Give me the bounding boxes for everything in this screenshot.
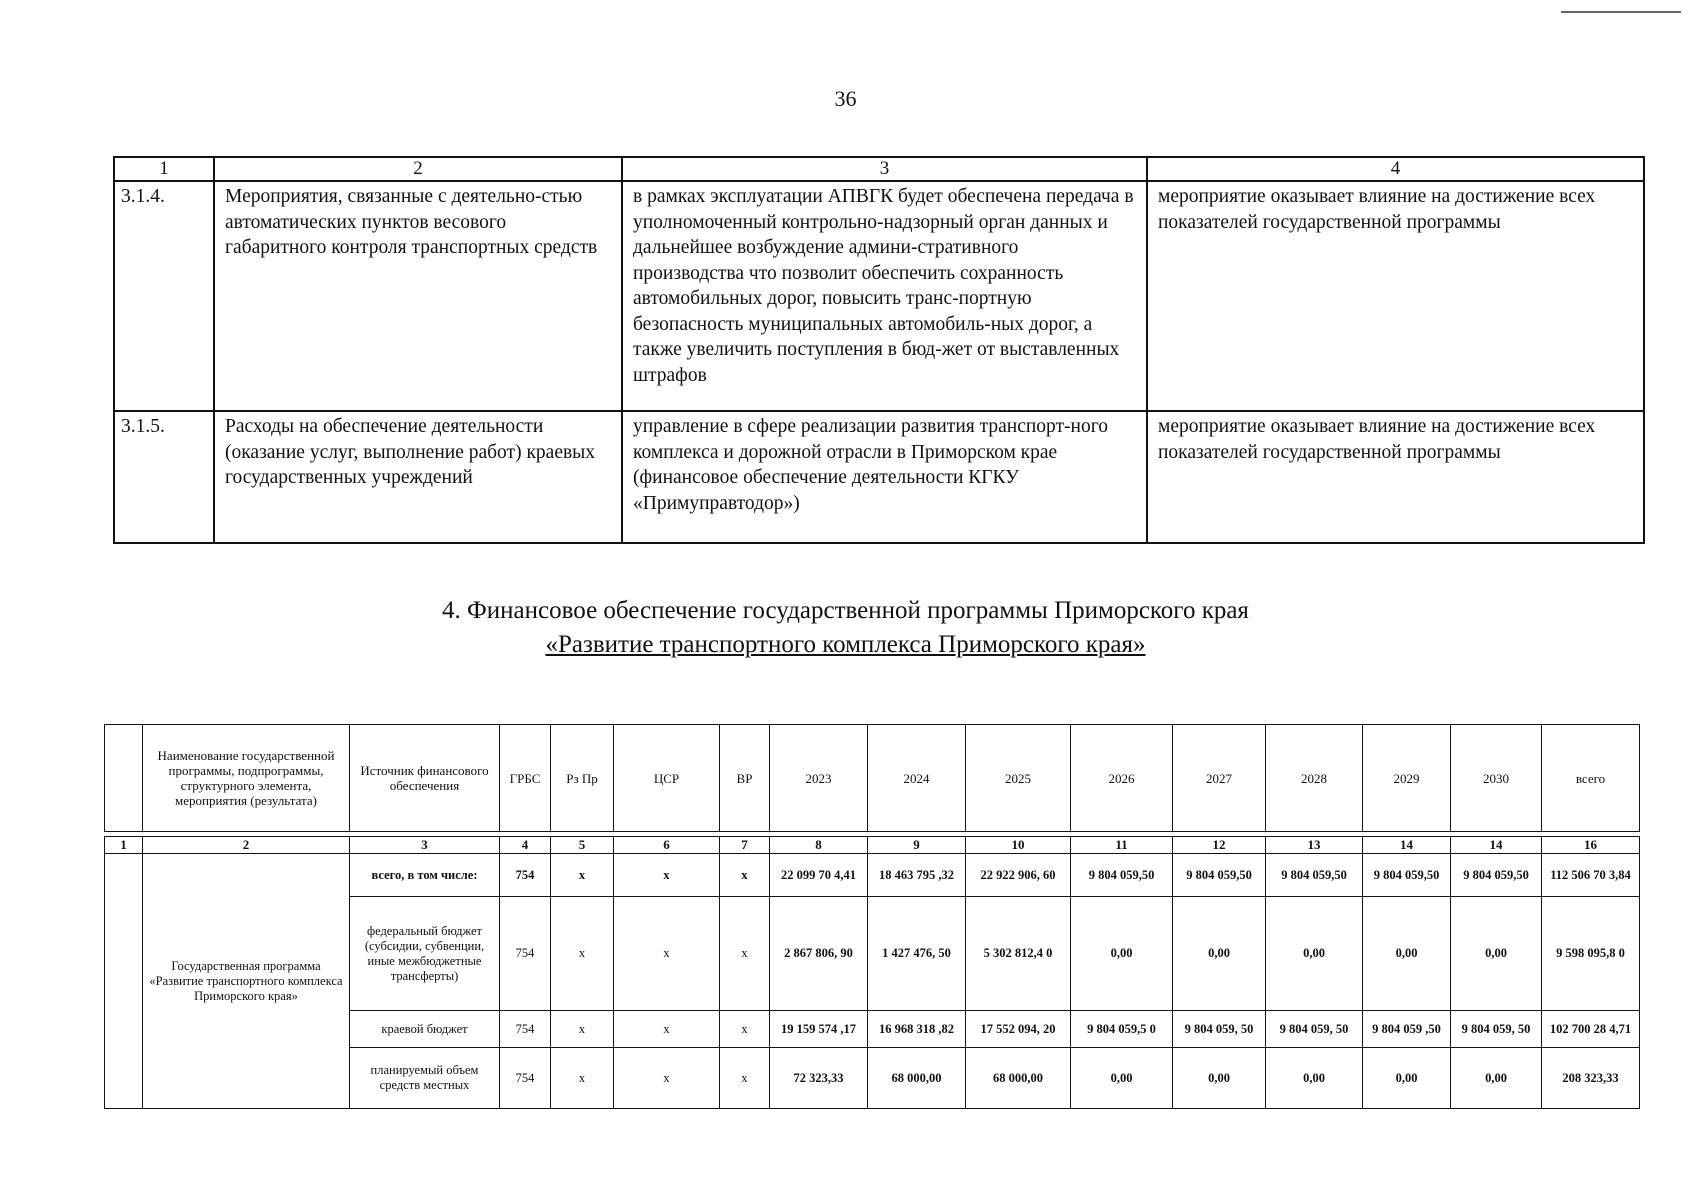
value-cell: 9 804 059, 50 (1173, 1011, 1266, 1048)
value-cell: 0,00 (1363, 897, 1451, 1011)
value-cell: 17 552 094, 20 (966, 1011, 1071, 1048)
rzpr-cell: х (551, 1011, 614, 1048)
value-cell: 16 968 318 ,82 (868, 1011, 966, 1048)
measure-name: Мероприятия, связанные с деятельно-стью автоматических пунктов весового габаритного контроля транспортных средств (214, 181, 622, 411)
table1-row (114, 411, 1644, 543)
csr-cell: х (614, 897, 720, 1011)
vr-cell: х (720, 854, 770, 897)
value-cell: 22 922 906, 60 (966, 854, 1071, 897)
vr-cell: х (720, 897, 770, 1011)
value-cell: 9 804 059,50 (1363, 854, 1451, 897)
header-year: 2027 (1173, 725, 1266, 832)
header-name: Наименование государственной программы, подпрограммы, структурного элемента, мероприятия (результата) (143, 725, 350, 832)
value-cell: 1 427 476, 50 (868, 897, 966, 1011)
table1-header-cell: 2 (214, 157, 622, 181)
table1-row (114, 181, 1644, 411)
value-cell: 0,00 (1071, 1048, 1173, 1109)
total-cell: 112 506 70 3,84 (1542, 854, 1640, 897)
value-cell: 9 804 059,50 (1173, 854, 1266, 897)
value-cell: 9 804 059,50 (1071, 854, 1173, 897)
vr-cell: х (720, 1048, 770, 1109)
value-cell: 22 099 70 4,41 (770, 854, 868, 897)
financing-table (104, 724, 1640, 1109)
value-cell: 9 804 059 ,50 (1363, 1011, 1451, 1048)
rzpr-cell: х (551, 854, 614, 897)
value-cell: 68 000,00 (966, 1048, 1071, 1109)
row-number: 3.1.5. (114, 411, 214, 543)
section-heading-line1: 4. Финансовое обеспечение государственной программы Приморского края (442, 597, 1249, 624)
header-year: 2030 (1451, 725, 1542, 832)
value-cell: 0,00 (1266, 1048, 1363, 1109)
funding-source: планируемый объем средств местных (350, 1048, 500, 1109)
funding-source: всего, в том числе: (350, 854, 500, 897)
funding-source: федеральный бюджет (субсидии, субвенции, иные межбюджетные трансферты) (350, 897, 500, 1011)
csr-cell: х (614, 1048, 720, 1109)
table1-header-cell: 1 (114, 157, 214, 181)
measure-impact: мероприятие оказывает влияние на достижение всех показателей государственной программы (1147, 181, 1644, 411)
header-year: 2025 (966, 725, 1071, 832)
measure-impact: мероприятие оказывает влияние на достижение всех показателей государственной программы (1147, 411, 1644, 543)
column-number: 14 (1363, 837, 1451, 854)
rzpr-cell: х (551, 897, 614, 1011)
total-cell: 208 323,33 (1542, 1048, 1640, 1109)
column-number: 11 (1071, 837, 1173, 854)
measure-description: управление в сфере реализации развития транспорт-ного комплекса и дорожной отрасли в Приморском крае (финансовое обеспечение деятельности КГКУ «Примуправтодор») (622, 411, 1147, 543)
header-csr: ЦСР (614, 725, 720, 832)
grbs-cell: 754 (500, 1011, 551, 1048)
column-number: 10 (966, 837, 1071, 854)
value-cell: 2 867 806, 90 (770, 897, 868, 1011)
value-cell: 9 804 059,50 (1451, 854, 1542, 897)
value-cell: 9 804 059,5 0 (1071, 1011, 1173, 1048)
value-cell: 18 463 795 ,32 (868, 854, 966, 897)
csr-cell: х (614, 1011, 720, 1048)
column-numbers-row (105, 837, 1640, 854)
table1-header-cell: 4 (1147, 157, 1644, 181)
header-source: Источник финансового обеспечения (350, 725, 500, 832)
grbs-cell: 754 (500, 854, 551, 897)
column-number: 1 (105, 837, 143, 854)
scan-corner-mark (1561, 11, 1681, 13)
header-year: 2023 (770, 725, 868, 832)
total-cell: 102 700 28 4,71 (1542, 1011, 1640, 1048)
value-cell: 5 302 812,4 0 (966, 897, 1071, 1011)
column-number: 7 (720, 837, 770, 854)
program-name: Государственная программа «Развитие транспортного комплекса Приморского края» (143, 854, 350, 1109)
value-cell: 72 323,33 (770, 1048, 868, 1109)
grbs-cell: 754 (500, 897, 551, 1011)
value-cell: 0,00 (1451, 1048, 1542, 1109)
column-number: 12 (1173, 837, 1266, 854)
measure-name: Расходы на обеспечение деятельности (оказание услуг, выполнение работ) краевых государственных учреждений (214, 411, 622, 543)
column-number: 16 (1542, 837, 1640, 854)
column-number: 2 (143, 837, 350, 854)
header-total: всего (1542, 725, 1640, 832)
value-cell: 68 000,00 (868, 1048, 966, 1109)
column-number: 5 (551, 837, 614, 854)
column-number: 9 (868, 837, 966, 854)
funding-source: краевой бюджет (350, 1011, 500, 1048)
header-rzpr: Рз Пр (551, 725, 614, 832)
column-number: 13 (1266, 837, 1363, 854)
column-number: 6 (614, 837, 720, 854)
table1-header-cell: 3 (622, 157, 1147, 181)
row-number: 3.1.4. (114, 181, 214, 411)
measure-description: в рамках эксплуатации АПВГК будет обеспечена передача в уполномоченный контрольно-надзорный орган данных и дальнейшее возбуждение админи-стративного производства что позволит обеспечить сохранность автомобильных дорог, повысить транс-портную безопасность муниципальных автомобиль-ных дорог, а также увеличить поступления в бюд-жет от выставленных штрафов (622, 181, 1147, 411)
structural-elements-table (113, 156, 1645, 544)
financing-header-row (105, 725, 1640, 832)
financing-row-total (105, 854, 1640, 897)
value-cell: 9 804 059, 50 (1266, 1011, 1363, 1048)
column-number: 4 (500, 837, 551, 854)
rzpr-cell: х (551, 1048, 614, 1109)
page-number: 36 (834, 86, 857, 111)
header-year: 2024 (868, 725, 966, 832)
section-heading-line2: «Развитие транспортного комплекса Приморского края» (545, 631, 1146, 658)
header-grbs: ГРБС (500, 725, 551, 832)
column-number: 3 (350, 837, 500, 854)
value-cell: 9 804 059,50 (1266, 854, 1363, 897)
column-number: 14 (1451, 837, 1542, 854)
grbs-cell: 754 (500, 1048, 551, 1109)
value-cell: 0,00 (1451, 897, 1542, 1011)
column-number: 8 (770, 837, 868, 854)
header-year: 2028 (1266, 725, 1363, 832)
csr-cell: х (614, 854, 720, 897)
header-vr: ВР (720, 725, 770, 832)
value-cell: 9 804 059, 50 (1451, 1011, 1542, 1048)
value-cell: 0,00 (1173, 1048, 1266, 1109)
header-year: 2026 (1071, 725, 1173, 832)
value-cell: 0,00 (1266, 897, 1363, 1011)
value-cell: 19 159 574 ,17 (770, 1011, 868, 1048)
value-cell: 0,00 (1173, 897, 1266, 1011)
value-cell: 0,00 (1071, 897, 1173, 1011)
header-year: 2029 (1363, 725, 1451, 832)
vr-cell: х (720, 1011, 770, 1048)
total-cell: 9 598 095,8 0 (1542, 897, 1640, 1011)
section-heading (0, 594, 1691, 662)
value-cell: 0,00 (1363, 1048, 1451, 1109)
table1-header-row (114, 157, 1644, 181)
